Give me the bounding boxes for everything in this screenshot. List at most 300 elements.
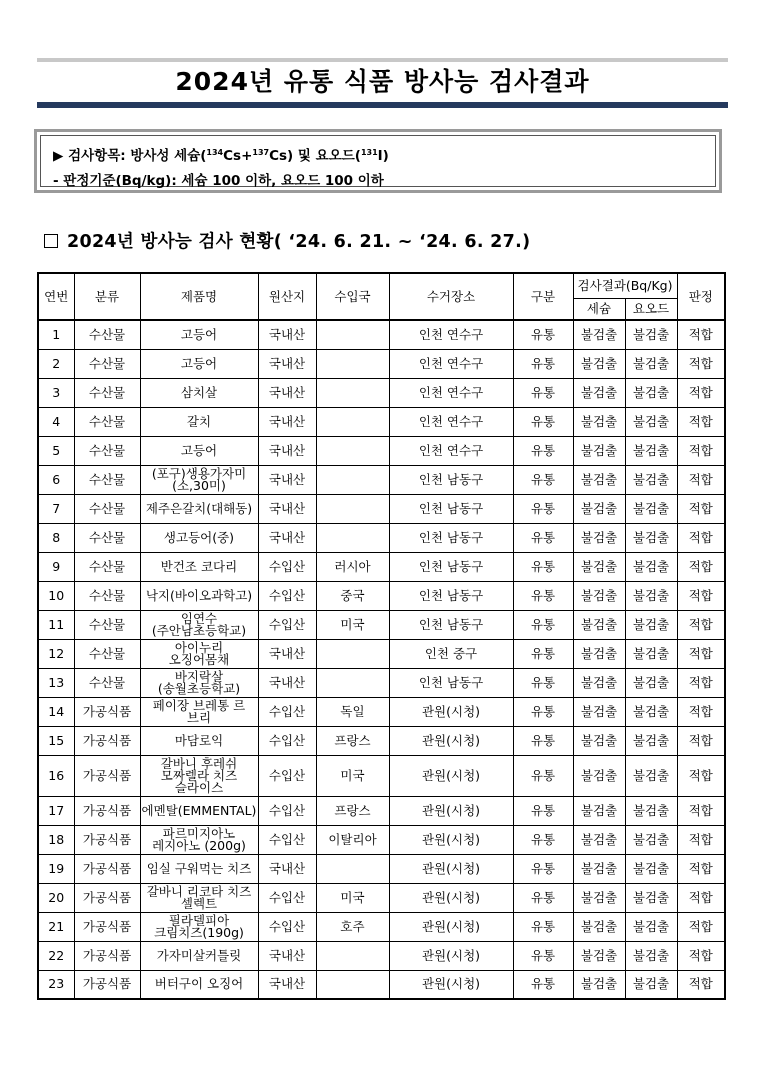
cell-judgment: 적합 [677, 755, 725, 796]
cell-no: 1 [38, 320, 74, 349]
cell-cesium: 불검출 [573, 494, 625, 523]
cell-product: 낙지(바이오과학고) [140, 581, 258, 610]
cell-product [140, 639, 258, 668]
criteria-line: - 판정기준(Bq/kg): 세슘 100 이하, 요오드 100 이하 [53, 173, 384, 189]
cell-cesium: 불검출 [573, 581, 625, 610]
cell-cesium: 불검출 [573, 465, 625, 494]
cell-no: 18 [38, 825, 74, 854]
cell-no: 21 [38, 912, 74, 941]
cell-iodine: 불검출 [625, 668, 677, 697]
cell-type: 유통 [513, 552, 573, 581]
cell-judgment: 적합 [677, 349, 725, 378]
table-row [38, 726, 725, 755]
cell-judgment: 적합 [677, 697, 725, 726]
header-no: 연번 [38, 273, 74, 320]
header-type: 구분 [513, 273, 573, 320]
cell-import-country: 중국 [316, 581, 389, 610]
cell-import-country [316, 970, 389, 999]
cell-category: 가공식품 [74, 726, 140, 755]
cell-category: 가공식품 [74, 970, 140, 999]
table-row [38, 639, 725, 668]
cell-product [140, 697, 258, 726]
cell-product: 고등어 [140, 349, 258, 378]
cell-product [140, 825, 258, 854]
table-row [38, 610, 725, 639]
cell-product: 제주은갈치(대해동) [140, 494, 258, 523]
cell-judgment: 적합 [677, 465, 725, 494]
cell-category: 수산물 [74, 552, 140, 581]
cell-location: 관원(시청) [389, 970, 513, 999]
cell-product: 고등어 [140, 436, 258, 465]
test-items-line [53, 144, 715, 169]
product-name-line: 바지락살 [174, 668, 224, 684]
cell-location: 관원(시청) [389, 726, 513, 755]
cell-type: 유통 [513, 320, 573, 349]
cell-no: 14 [38, 697, 74, 726]
cell-type: 유통 [513, 610, 573, 639]
cell-judgment: 적합 [677, 552, 725, 581]
header-location: 수거장소 [389, 273, 513, 320]
cell-origin: 국내산 [258, 378, 316, 407]
cell-origin: 국내산 [258, 494, 316, 523]
cell-import-country [316, 465, 389, 494]
product-name-line: (소,30미) [172, 477, 226, 493]
cell-type: 유통 [513, 581, 573, 610]
cell-origin: 국내산 [258, 436, 316, 465]
cell-location: 인천 연수구 [389, 320, 513, 349]
cell-category: 가공식품 [74, 796, 140, 825]
cell-import-country [316, 941, 389, 970]
cell-origin: 수입산 [258, 610, 316, 639]
cell-iodine: 불검출 [625, 465, 677, 494]
header-category: 분류 [74, 273, 140, 320]
cell-origin: 국내산 [258, 970, 316, 999]
header-iodine: 요오드 [625, 299, 677, 321]
cell-iodine: 불검출 [625, 378, 677, 407]
cell-import-country: 미국 [316, 610, 389, 639]
cell-no: 2 [38, 349, 74, 378]
cell-iodine: 불검출 [625, 883, 677, 912]
table-row [38, 970, 725, 999]
product-name-line: 브리 [186, 709, 212, 725]
cell-judgment: 적합 [677, 581, 725, 610]
checkbox-square-icon [44, 234, 58, 248]
cell-product: 갈치 [140, 407, 258, 436]
cell-import-country [316, 854, 389, 883]
cell-cesium: 불검출 [573, 407, 625, 436]
cell-judgment: 적합 [677, 825, 725, 854]
cell-origin: 수입산 [258, 912, 316, 941]
cell-iodine: 불검출 [625, 552, 677, 581]
cell-category: 수산물 [74, 523, 140, 552]
cell-cesium: 불검출 [573, 552, 625, 581]
cell-cesium: 불검출 [573, 668, 625, 697]
title-rule [37, 102, 728, 108]
cell-category: 가공식품 [74, 697, 140, 726]
cell-judgment: 적합 [677, 796, 725, 825]
cell-judgment: 적합 [677, 970, 725, 999]
cell-type: 유통 [513, 668, 573, 697]
cell-type: 유통 [513, 697, 573, 726]
cell-iodine: 불검출 [625, 825, 677, 854]
cell-origin: 국내산 [258, 639, 316, 668]
cs137-symbol: Cs) 및 요오드( [269, 148, 361, 164]
cell-product [140, 883, 258, 912]
cell-iodine: 불검출 [625, 755, 677, 796]
section-title-text: 2024년 방사능 검사 현황( ‘24. 6. 21. ~ ‘24. 6. 27.) [67, 232, 531, 252]
cell-category: 수산물 [74, 668, 140, 697]
cell-no: 5 [38, 436, 74, 465]
cell-origin: 수입산 [258, 796, 316, 825]
cell-type: 유통 [513, 912, 573, 941]
table-row [38, 825, 725, 854]
cell-category: 가공식품 [74, 854, 140, 883]
cell-location: 관원(시청) [389, 883, 513, 912]
table-row [38, 854, 725, 883]
iodine-symbol: I) [377, 148, 389, 164]
cell-import-country [316, 523, 389, 552]
cell-location: 인천 남동구 [389, 465, 513, 494]
cell-no: 9 [38, 552, 74, 581]
cell-type: 유통 [513, 825, 573, 854]
cell-import-country: 미국 [316, 755, 389, 796]
cell-cesium: 불검출 [573, 378, 625, 407]
table-row [38, 523, 725, 552]
cell-cesium: 불검출 [573, 970, 625, 999]
cell-iodine: 불검출 [625, 436, 677, 465]
cell-type: 유통 [513, 883, 573, 912]
cell-cesium: 불검출 [573, 523, 625, 552]
cell-type: 유통 [513, 349, 573, 378]
cell-location: 관원(시청) [389, 941, 513, 970]
cell-origin: 수입산 [258, 697, 316, 726]
cell-category: 가공식품 [74, 755, 140, 796]
cell-category: 수산물 [74, 610, 140, 639]
cell-judgment: 적합 [677, 523, 725, 552]
product-name-line: 필라델피아 [168, 912, 230, 928]
cell-cesium: 불검출 [573, 854, 625, 883]
table-row [38, 755, 725, 796]
cell-iodine: 불검출 [625, 970, 677, 999]
cell-type: 유통 [513, 941, 573, 970]
cell-product [140, 668, 258, 697]
cell-iodine: 불검출 [625, 523, 677, 552]
cell-category: 수산물 [74, 465, 140, 494]
top-rule [37, 58, 728, 62]
cell-type: 유통 [513, 465, 573, 494]
cell-category: 가공식품 [74, 912, 140, 941]
cell-import-country: 프랑스 [316, 726, 389, 755]
cell-judgment: 적합 [677, 378, 725, 407]
cell-cesium: 불검출 [573, 349, 625, 378]
cell-cesium: 불검출 [573, 639, 625, 668]
header-result: 검사결과(Bq/Kg) [573, 273, 677, 299]
cell-no: 16 [38, 755, 74, 796]
cell-type: 유통 [513, 639, 573, 668]
cell-origin: 수입산 [258, 581, 316, 610]
page-title: 2024년 유통 식품 방사능 검사결과 [175, 67, 590, 96]
cell-iodine: 불검출 [625, 581, 677, 610]
cell-judgment: 적합 [677, 726, 725, 755]
cell-import-country [316, 436, 389, 465]
cell-location: 인천 남동구 [389, 552, 513, 581]
cell-product: 마담로익 [140, 726, 258, 755]
product-name-line: 슬라이스 [174, 779, 224, 795]
product-name-line: 갈바니 리코타 치즈 [146, 883, 252, 899]
cell-type: 유통 [513, 494, 573, 523]
cell-origin: 국내산 [258, 668, 316, 697]
cell-product: 가자미살커틀릿 [140, 941, 258, 970]
cell-no: 19 [38, 854, 74, 883]
cell-judgment: 적합 [677, 883, 725, 912]
cell-no: 10 [38, 581, 74, 610]
cell-type: 유통 [513, 726, 573, 755]
cell-location: 관원(시청) [389, 912, 513, 941]
cell-category: 수산물 [74, 378, 140, 407]
cell-category: 가공식품 [74, 941, 140, 970]
header-judgment: 판정 [677, 273, 725, 320]
product-name-line: 셀렉트 [180, 895, 218, 911]
cell-no: 4 [38, 407, 74, 436]
table-header [38, 273, 725, 320]
cell-cesium: 불검출 [573, 912, 625, 941]
cell-type: 유통 [513, 378, 573, 407]
cell-origin: 수입산 [258, 552, 316, 581]
cell-category: 수산물 [74, 436, 140, 465]
cell-product: 고등어 [140, 320, 258, 349]
cell-product: 삼치살 [140, 378, 258, 407]
cell-origin: 수입산 [258, 755, 316, 796]
product-name-line: (포구)생용가자미 [151, 465, 247, 481]
cell-location: 인천 남동구 [389, 581, 513, 610]
cell-type: 유통 [513, 755, 573, 796]
table-row [38, 668, 725, 697]
cell-type: 유통 [513, 407, 573, 436]
cell-judgment: 적합 [677, 494, 725, 523]
product-name-line: 오징어몸채 [168, 651, 230, 667]
cell-location: 인천 남동구 [389, 523, 513, 552]
section-title [44, 228, 530, 256]
table-row [38, 465, 725, 494]
cell-iodine: 불검출 [625, 407, 677, 436]
table-row [38, 697, 725, 726]
cell-type: 유통 [513, 970, 573, 999]
cell-location: 관원(시청) [389, 825, 513, 854]
cell-import-country: 호주 [316, 912, 389, 941]
cell-product [140, 465, 258, 494]
cell-origin: 국내산 [258, 854, 316, 883]
cell-type: 유통 [513, 854, 573, 883]
cell-location: 관원(시청) [389, 796, 513, 825]
cell-import-country: 러시아 [316, 552, 389, 581]
table-row [38, 494, 725, 523]
product-name-line: 크림치즈(190g) [154, 924, 244, 940]
cell-judgment: 적합 [677, 320, 725, 349]
cell-origin: 수입산 [258, 726, 316, 755]
table-row [38, 320, 725, 349]
cell-cesium: 불검출 [573, 883, 625, 912]
cell-judgment: 적합 [677, 912, 725, 941]
header-product: 제품명 [140, 273, 258, 320]
cell-iodine: 불검출 [625, 349, 677, 378]
cell-cesium: 불검출 [573, 436, 625, 465]
cell-type: 유통 [513, 523, 573, 552]
cell-product [140, 912, 258, 941]
cell-iodine: 불검출 [625, 639, 677, 668]
cell-iodine: 불검출 [625, 912, 677, 941]
results-table [37, 272, 726, 1000]
product-name-line: 임연수 [180, 610, 218, 626]
cell-no: 20 [38, 883, 74, 912]
table-row [38, 378, 725, 407]
cell-cesium: 불검출 [573, 320, 625, 349]
cell-product [140, 610, 258, 639]
cell-iodine: 불검출 [625, 796, 677, 825]
table-row [38, 552, 725, 581]
cell-origin: 국내산 [258, 407, 316, 436]
test-info-box [34, 129, 722, 193]
table-row [38, 349, 725, 378]
product-name-line: 갈바니 후레쉬 [160, 755, 238, 771]
cell-iodine: 불검출 [625, 610, 677, 639]
cell-import-country [316, 320, 389, 349]
cell-category: 가공식품 [74, 883, 140, 912]
cell-category: 수산물 [74, 407, 140, 436]
cell-import-country: 이탈리아 [316, 825, 389, 854]
cell-location: 인천 연수구 [389, 349, 513, 378]
cell-product: 반건조 코다리 [140, 552, 258, 581]
cell-import-country [316, 668, 389, 697]
cs137-mass-number: 137 [252, 148, 270, 157]
product-name-line: 아이누리 [174, 639, 224, 655]
cell-product: 생고등어(중) [140, 523, 258, 552]
cell-import-country [316, 378, 389, 407]
cell-import-country: 프랑스 [316, 796, 389, 825]
header-origin: 원산지 [258, 273, 316, 320]
cell-iodine: 불검출 [625, 697, 677, 726]
cell-location: 인천 남동구 [389, 494, 513, 523]
cell-location: 관원(시청) [389, 697, 513, 726]
table-row [38, 796, 725, 825]
cell-no: 17 [38, 796, 74, 825]
cell-no: 12 [38, 639, 74, 668]
cell-origin: 국내산 [258, 465, 316, 494]
cell-category: 수산물 [74, 349, 140, 378]
cell-import-country [316, 494, 389, 523]
cell-origin: 국내산 [258, 941, 316, 970]
cell-judgment: 적합 [677, 436, 725, 465]
cell-cesium: 불검출 [573, 697, 625, 726]
table-row [38, 941, 725, 970]
cell-no: 8 [38, 523, 74, 552]
cs134-symbol: Cs+ [223, 148, 253, 164]
cell-type: 유통 [513, 436, 573, 465]
cell-iodine: 불검출 [625, 320, 677, 349]
cell-location: 인천 남동구 [389, 668, 513, 697]
header-import-country: 수입국 [316, 273, 389, 320]
cell-judgment: 적합 [677, 668, 725, 697]
cell-origin: 수입산 [258, 825, 316, 854]
cell-type: 유통 [513, 796, 573, 825]
cell-cesium: 불검출 [573, 755, 625, 796]
cell-no: 6 [38, 465, 74, 494]
product-name-line: 레지아노 (200g) [152, 837, 246, 853]
cell-no: 3 [38, 378, 74, 407]
cell-location: 인천 중구 [389, 639, 513, 668]
cell-category: 수산물 [74, 494, 140, 523]
cell-cesium: 불검출 [573, 610, 625, 639]
cell-judgment: 적합 [677, 639, 725, 668]
cell-origin: 국내산 [258, 320, 316, 349]
cell-cesium: 불검출 [573, 941, 625, 970]
cell-product: 임실 구워먹는 치즈 [140, 854, 258, 883]
cell-no: 23 [38, 970, 74, 999]
table-row [38, 407, 725, 436]
cell-iodine: 불검출 [625, 726, 677, 755]
cell-no: 7 [38, 494, 74, 523]
cell-origin: 국내산 [258, 349, 316, 378]
cell-location: 관원(시청) [389, 854, 513, 883]
test-info-inner [40, 135, 716, 187]
cell-judgment: 적합 [677, 854, 725, 883]
cell-judgment: 적합 [677, 407, 725, 436]
product-name-line: 모짜렐라 치즈 [160, 767, 238, 783]
cell-location: 관원(시청) [389, 755, 513, 796]
cell-category: 수산물 [74, 639, 140, 668]
product-name-line: (송월초등학교) [157, 680, 241, 696]
cell-cesium: 불검출 [573, 796, 625, 825]
cell-location: 인천 연수구 [389, 407, 513, 436]
header-cesium: 세슘 [573, 299, 625, 321]
cell-category: 수산물 [74, 581, 140, 610]
cell-import-country [316, 407, 389, 436]
cell-import-country [316, 349, 389, 378]
product-name-line: 파르미지아노 [162, 825, 236, 841]
cell-location: 인천 남동구 [389, 610, 513, 639]
cell-import-country: 미국 [316, 883, 389, 912]
product-name-line: 페이장 브레통 르 [152, 697, 246, 713]
cell-import-country [316, 639, 389, 668]
table-row [38, 912, 725, 941]
cell-import-country: 독일 [316, 697, 389, 726]
cell-no: 15 [38, 726, 74, 755]
cell-iodine: 불검출 [625, 854, 677, 883]
cell-category: 가공식품 [74, 825, 140, 854]
product-name-line: (주안남초등학교) [151, 622, 247, 638]
cell-origin: 국내산 [258, 523, 316, 552]
cell-product: 에멘탈(EMMENTAL) [140, 796, 258, 825]
cell-category: 수산물 [74, 320, 140, 349]
table-body [38, 320, 725, 999]
cs134-mass-number: 134 [206, 148, 224, 157]
cell-iodine: 불검출 [625, 941, 677, 970]
table-row [38, 581, 725, 610]
cell-no: 11 [38, 610, 74, 639]
test-items-prefix: ▶ 검사항목: 방사성 세슘( [53, 148, 207, 164]
cell-no: 13 [38, 668, 74, 697]
cell-cesium: 불검출 [573, 825, 625, 854]
cell-judgment: 적합 [677, 941, 725, 970]
cell-origin: 수입산 [258, 883, 316, 912]
cell-location: 인천 연수구 [389, 378, 513, 407]
cell-product: 버터구이 오징어 [140, 970, 258, 999]
cell-cesium: 불검출 [573, 726, 625, 755]
table-row [38, 883, 725, 912]
cell-iodine: 불검출 [625, 494, 677, 523]
cell-location: 인천 연수구 [389, 436, 513, 465]
i131-mass-number: 131 [360, 148, 378, 157]
cell-judgment: 적합 [677, 610, 725, 639]
